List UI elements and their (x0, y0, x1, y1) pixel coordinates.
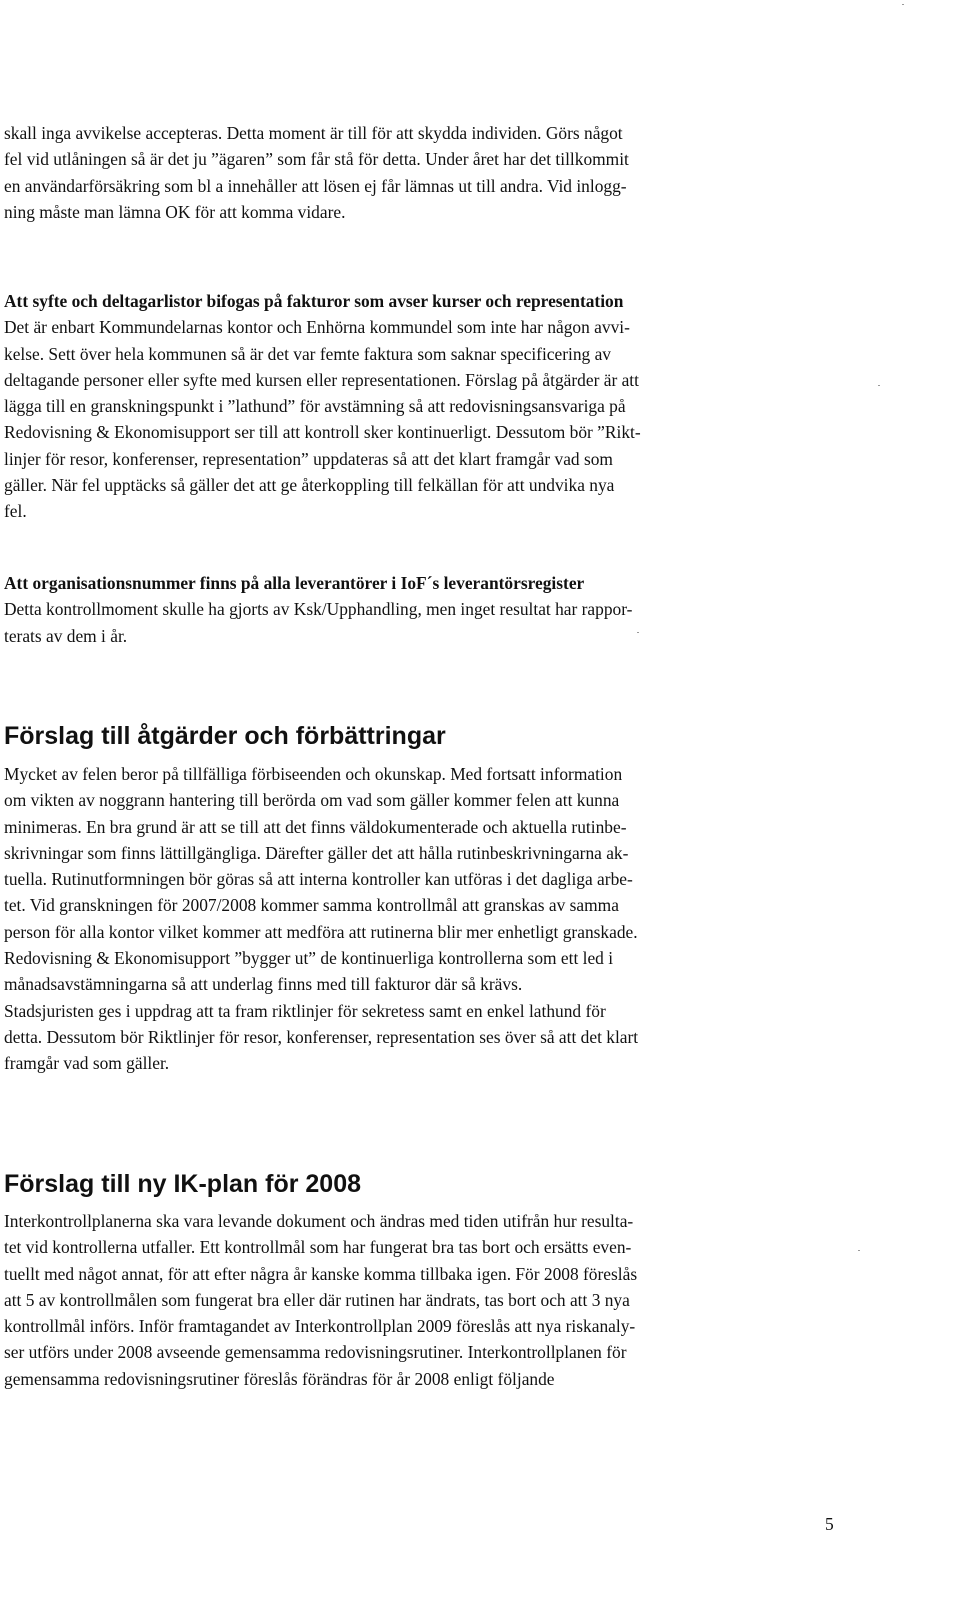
text-line: fel. (4, 501, 27, 522)
text-line: kelse. Sett över hela kommunen så är det var femte faktura som saknar specificering av (4, 343, 611, 364)
text-line: gäller. När fel upptäcks så gäller det att ge återkoppling till felkällan för att undvika nya (4, 475, 615, 496)
text-line: gemensamma redovisningsrutiner föreslås förändras för år 2008 enligt följande (4, 1368, 555, 1389)
text-line: Stadsjuristen ges i uppdrag att ta fram riktlinjer för sekretess samt en enkel lathund för (4, 1000, 606, 1021)
text-line: fel vid utlåningen så är det ju ”ägaren” som får stå för detta. Under året har det tillkommit (4, 149, 629, 170)
text-line: person för alla kontor vilket kommer att medföra att rutinerna blir mer enhetligt granskade. (4, 921, 638, 942)
text-line: minimeras. En bra grund är att se till att det finns väldokumenterade och aktuella rutinbe- (4, 816, 627, 837)
section-title-atgarder: Förslag till åtgärder och förbättringar (4, 722, 446, 750)
text-line: Redovisning & Ekonomisupport ser till att kontroll sker kontinuerligt. Dessutom bör ”Rikt- (4, 422, 641, 443)
text-line: om vikten av noggrann hantering till berörda om vad som gäller kommer felen att kunna (4, 790, 620, 811)
text-line: skall inga avvikelse accepteras. Detta moment är till för att skydda individen. Görs något (4, 123, 623, 143)
page-number: 5 (825, 1514, 834, 1534)
scan-speck (858, 1250, 860, 1251)
text-line: tet vid kontrollerna utfaller. Ett kontrollmål som har fungerat bra tas bort och ersätts even- (4, 1237, 632, 1258)
text-line: att 5 av kontrollmålen som fungerat bra eller där rutinen har ändrats, tas bort och att 3 nya (4, 1289, 630, 1310)
text-line: en användarförsäkring som bl a innehåller att lösen ej får lämnas ut till andra. Vid inlogg- (4, 175, 627, 196)
text-line: tuella. Rutinutformningen bör göras så att interna kontroller kan utföras i det dagliga arbe- (4, 869, 633, 890)
section-atgarder-body (4, 761, 834, 1077)
intro-paragraph (4, 120, 834, 225)
text-line: deltagande personer eller syfte med kursen eller representationen. Förslag på åtgärder är att (4, 369, 639, 390)
scan-speck (878, 385, 880, 386)
section-heading-orgnr: Att organisationsnummer finns på alla leverantörer i IoF´s leverantörsregister (4, 573, 585, 593)
text-line: Redovisning & Ekonomisupport ”bygger ut” de kontinuerliga kontrollerna som ett led i (4, 948, 614, 969)
text-line: detta. Dessutom bör Riktlinjer för resor, konferenser, representation ses över så att det klart (4, 1026, 639, 1047)
text-line: framgår vad som gäller. (4, 1053, 170, 1074)
text-line: kontrollmål införs. Inför framtagandet av Interkontrollplan 2009 föreslås att nya riskanaly- (4, 1316, 636, 1337)
text-line: skrivningar som finns lättillgängliga. Därefter gäller det att hålla rutinbeskrivningarna ak- (4, 842, 629, 863)
text-line: terats av dem i år. (4, 625, 128, 646)
text-line: Mycket av felen beror på tillfälliga förbiseenden och okunskap. Med fortsatt information (4, 764, 623, 784)
section-ik-plan-body (4, 1208, 834, 1392)
section-syfte (4, 288, 834, 525)
text-line: Det är enbart Kommundelarnas kontor och Enhörna kommundel som inte har någon avvi- (4, 317, 630, 338)
scan-speck (637, 632, 639, 633)
text-line: tuellt med något annat, för att efter några år kanske komma tillbaka igen. För 2008 föreslås (4, 1263, 638, 1284)
text-line: ser utförs under 2008 avseende gemensamma redovisningsrutiner. Interkontrollplanen för (4, 1342, 627, 1363)
text-line: lägga till en granskningspunkt i ”lathund” för avstämning så att redovisningsansvariga på (4, 396, 626, 417)
section-title-ik-plan: Förslag till ny IK-plan för 2008 (4, 1170, 362, 1198)
section-orgnr (4, 570, 834, 649)
section-heading-syfte: Att syfte och deltagarlistor bifogas på fakturor som avser kurser och representation (4, 291, 624, 311)
text-line: linjer för resor, konferenser, representation” uppdateras så att det klart framgår vad som (4, 448, 613, 469)
text-line: Detta kontrollmoment skulle ha gjorts av Ksk/Upphandling, men inget resultat har rappor- (4, 599, 633, 620)
scan-speck (902, 4, 904, 5)
text-line: Interkontrollplanerna ska vara levande dokument och ändras med tiden utifrån hur resulta- (4, 1211, 634, 1231)
text-line: tet. Vid granskningen för 2007/2008 kommer samma kontrollmål att granskas av samma (4, 895, 619, 916)
text-line: månadsavstämningarna så att underlag finns med till fakturor där så krävs. (4, 974, 523, 995)
text-line: ning måste man lämna OK för att komma vidare. (4, 201, 346, 222)
